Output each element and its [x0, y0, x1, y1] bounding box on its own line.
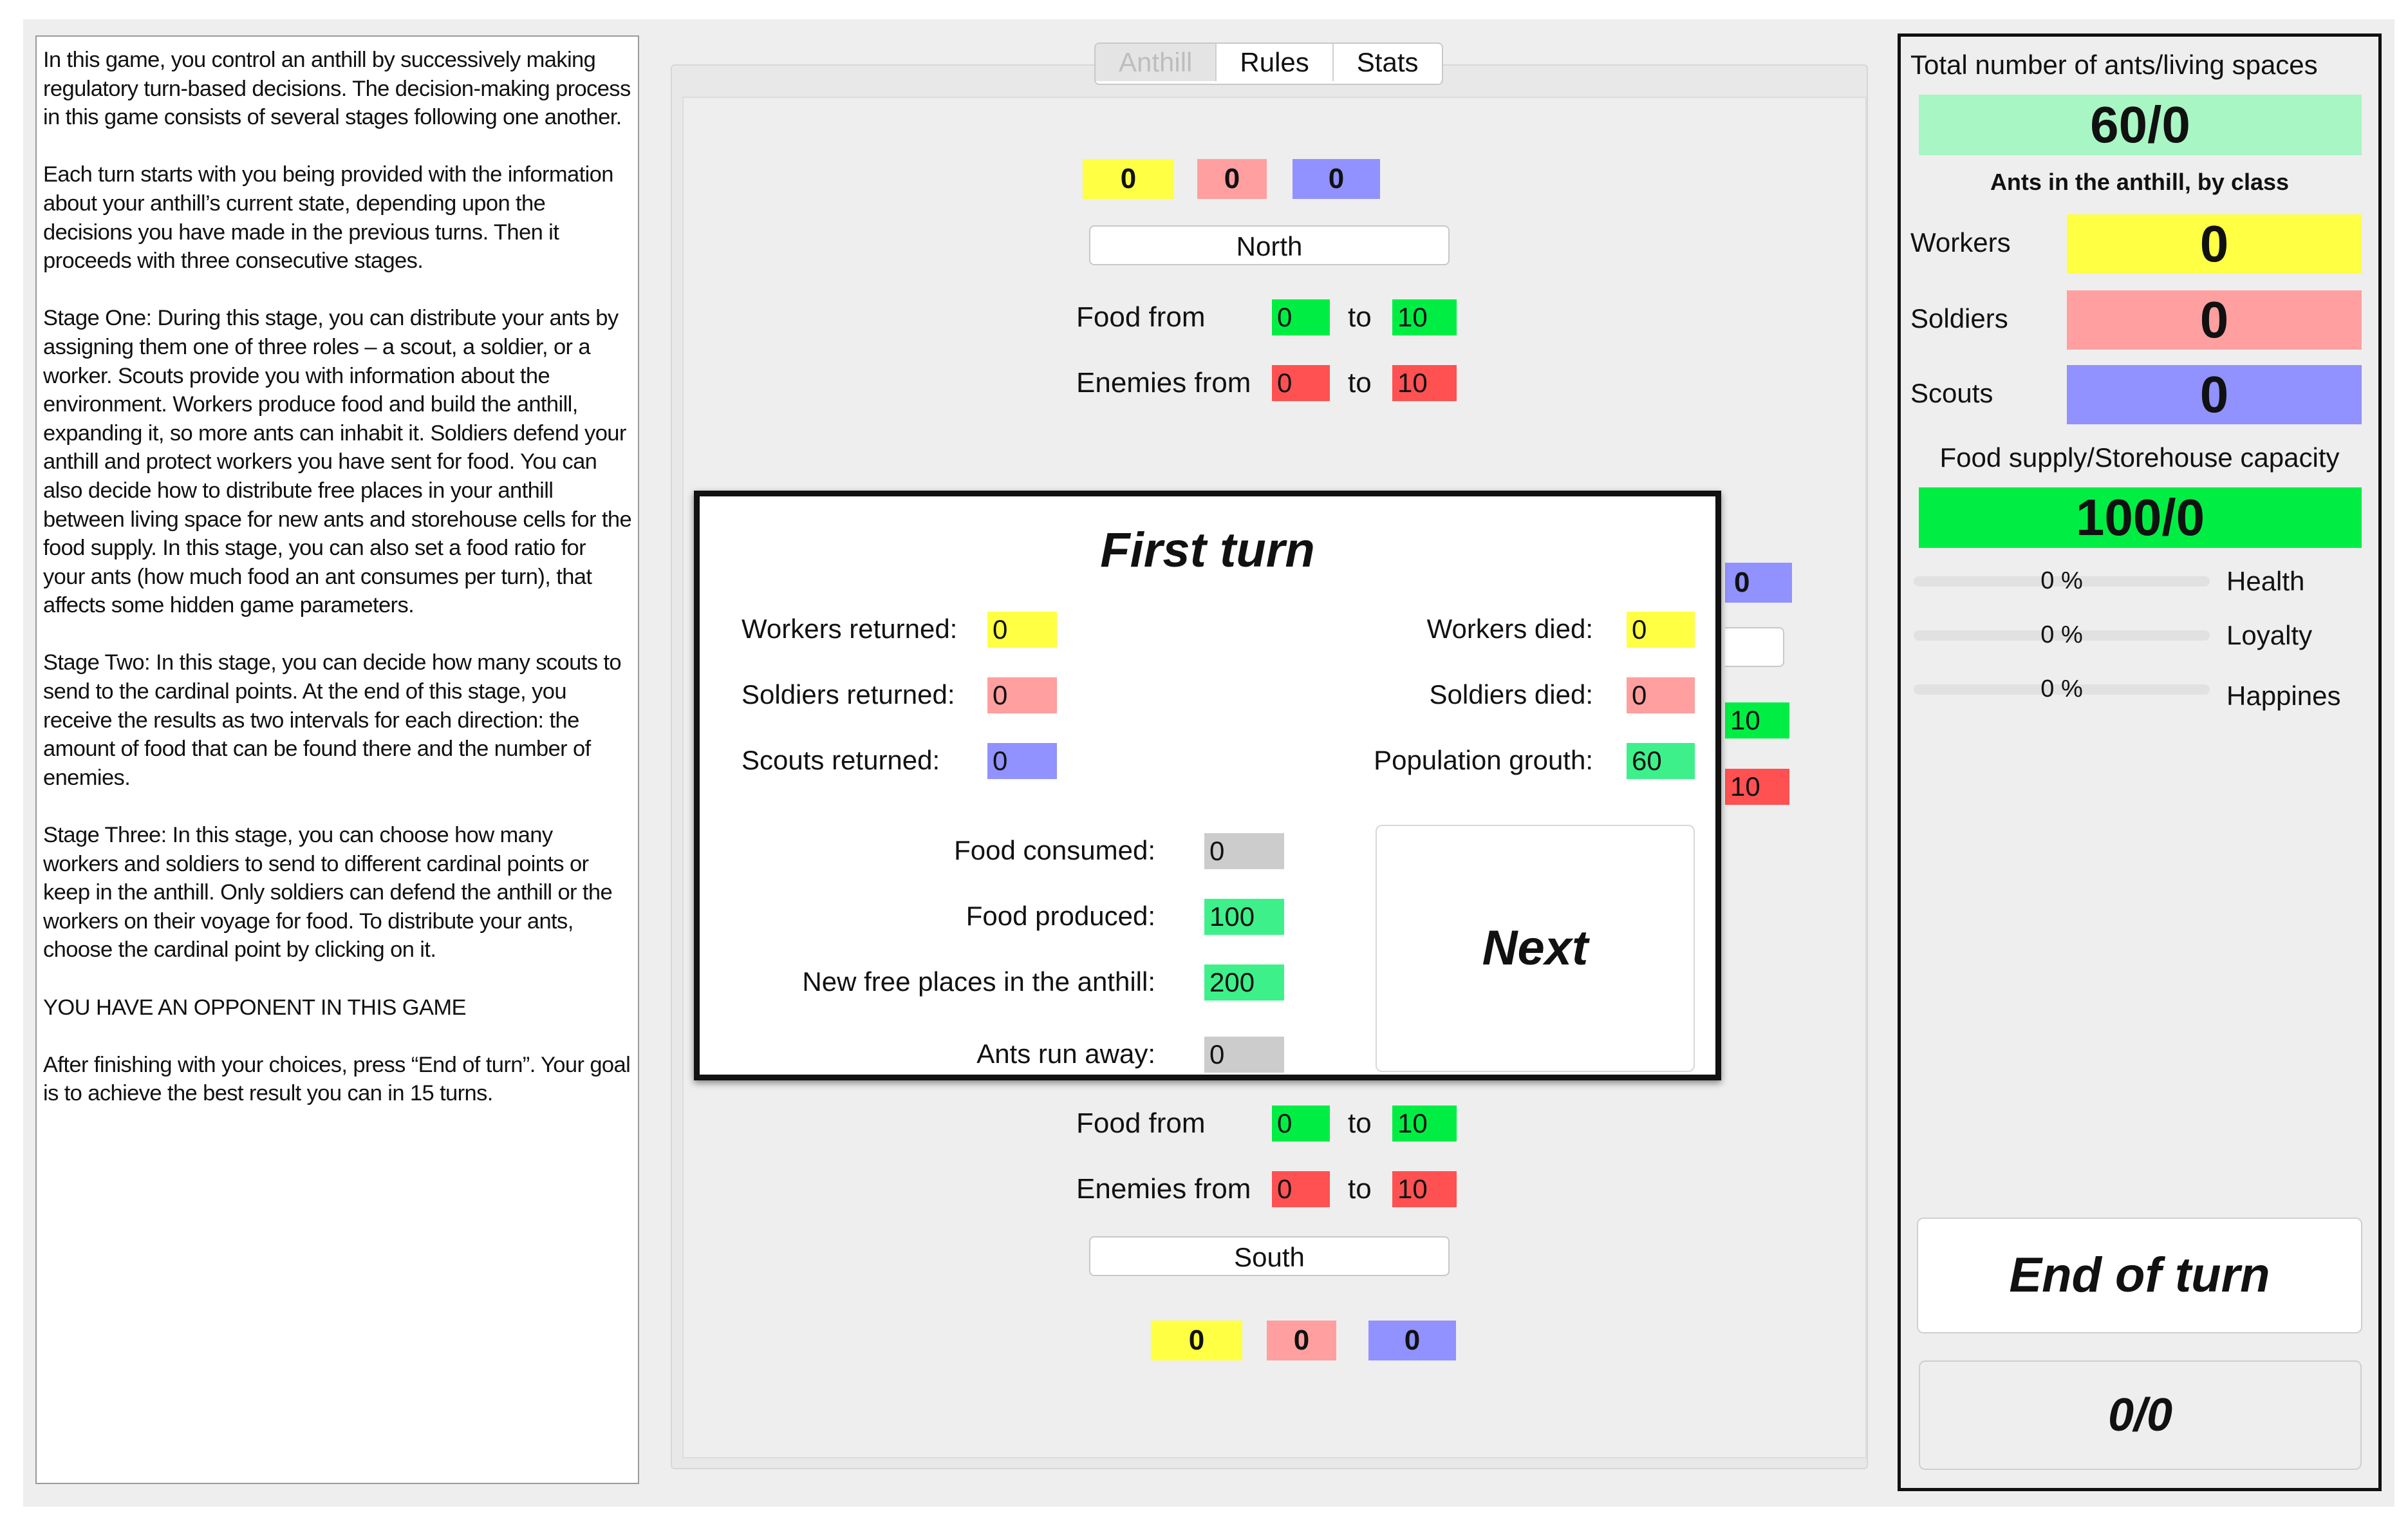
- soldiers-returned-value: 0: [987, 677, 1057, 713]
- south-workers-count: 0: [1151, 1321, 1242, 1360]
- new-free-places-label: New free places in the anthill:: [802, 966, 1155, 997]
- ants-run-away-label: Ants run away:: [976, 1039, 1155, 1069]
- north-direction-button[interactable]: North: [1089, 225, 1450, 265]
- soldiers-died-value: 0: [1627, 677, 1695, 713]
- south-enemies-from-label: Enemies from: [1076, 1173, 1251, 1205]
- north-scouts-count: 0: [1293, 159, 1380, 199]
- workers-died-label: Workers died:: [1426, 614, 1593, 644]
- rules-paragraph: Stage One: During this stage, you can distribute your ants by assigning them one of three roles – a scout, a soldier, or a worker. Scouts provide you with information about the environment. Workers produce food and build the anthill, expanding it, so more ants can inhabit it. Soldiers defend your anthill and protect workers you have sent for food. You can also decide how to distribute free places in your anthill between living space for new ants and storehouse cells for the food supply. In this stage, you can also set a food ratio for your ants (how much food an ant consumes per turn), that affects some hidden game parameters.: [43, 306, 632, 618]
- next-button[interactable]: Next: [1376, 825, 1695, 1072]
- population-growth-value: 60: [1627, 743, 1695, 779]
- south-soldiers-count: 0: [1267, 1321, 1336, 1360]
- workers-label: Workers: [1910, 227, 2011, 258]
- south-enemies-max: 10: [1392, 1171, 1457, 1207]
- soldiers-count: 0: [2067, 290, 2362, 350]
- workers-returned-label: Workers returned:: [742, 614, 958, 644]
- south-food-min: 0: [1272, 1105, 1330, 1142]
- east-direction-button[interactable]: [1725, 627, 1784, 667]
- north-enemies-from-label: Enemies from: [1076, 367, 1251, 399]
- rules-paragraph: YOU HAVE AN OPPONENT IN THIS GAME: [43, 995, 466, 1020]
- south-direction-button[interactable]: South: [1089, 1236, 1450, 1276]
- east-food-max: 10: [1725, 702, 1789, 738]
- north-enemies-max: 10: [1392, 365, 1457, 401]
- rules-paragraph: After finishing with your choices, press “End of turn”. Your goal is to achieve the best result you can in 15 turns.: [43, 1052, 631, 1106]
- south-food-max: 10: [1392, 1105, 1457, 1142]
- north-food-from-label: Food from: [1076, 301, 1206, 333]
- workers-returned-value: 0: [987, 612, 1057, 648]
- north-food-min: 0: [1272, 299, 1330, 335]
- east-scouts-count: 0: [1725, 563, 1792, 603]
- soldiers-label: Soldiers: [1910, 303, 2008, 334]
- loyalty-percent: 0 %: [2040, 621, 2083, 648]
- food-consumed-value: 0: [1204, 833, 1284, 869]
- ants-by-class-label: Ants in the anthill, by class: [1990, 169, 2290, 195]
- south-scouts-count: 0: [1368, 1321, 1456, 1360]
- ants-run-away-value: 0: [1204, 1037, 1284, 1073]
- east-enemies-max: 10: [1725, 769, 1789, 805]
- food-produced-value: 100: [1204, 899, 1284, 935]
- dialog-title: First turn: [1100, 523, 1315, 578]
- soldiers-returned-label: Soldiers returned:: [742, 679, 955, 710]
- turn-counter: 0/0: [1919, 1360, 2362, 1470]
- total-ants-label: Total number of ants/living spaces: [1910, 50, 2318, 80]
- soldiers-died-label: Soldiers died:: [1429, 679, 1593, 710]
- new-free-places-value: 200: [1204, 964, 1284, 1001]
- tab-bar: [1094, 42, 1443, 85]
- loyalty-label: Loyalty: [2226, 620, 2313, 650]
- workers-count: 0: [2067, 214, 2362, 274]
- south-enemies-to-label: to: [1348, 1173, 1372, 1205]
- happiness-percent: 0 %: [2040, 675, 2083, 702]
- scouts-count: 0: [2067, 365, 2362, 424]
- tab-rules[interactable]: Rules: [1217, 44, 1333, 81]
- south-enemies-min: 0: [1272, 1171, 1330, 1207]
- south-food-from-label: Food from: [1076, 1107, 1206, 1139]
- north-soldiers-count: 0: [1197, 159, 1267, 199]
- rules-paragraph: Each turn starts with you being provided with the information about your anthill’s current state, depending upon the decisions you have made in the previous turns. Then it proceeds with three consecutive stages.: [43, 162, 613, 274]
- tab-anthill[interactable]: Anthill: [1096, 44, 1217, 81]
- south-food-to-label: to: [1348, 1107, 1372, 1139]
- food-consumed-label: Food consumed:: [954, 835, 1155, 865]
- health-label: Health: [2226, 566, 2305, 596]
- north-workers-count: 0: [1083, 159, 1174, 199]
- happiness-label: Happines: [2226, 681, 2341, 711]
- rules-paragraph: Stage Two: In this stage, you can decide how many scouts to send to the cardinal points. At the end of this stage, you receive the results as two intervals for each direction: the amount of food that can be found there and the number of enemies.: [43, 650, 621, 790]
- food-supply-label: Food supply/Storehouse capacity: [1939, 442, 2340, 473]
- end-of-turn-button[interactable]: End of turn: [1917, 1218, 2362, 1333]
- scouts-label: Scouts: [1910, 378, 1993, 408]
- rules-paragraph: In this game, you control an anthill by successively making regulatory turn-based decisions. The decision-making process in this game consists of several stages following one another.: [43, 48, 631, 130]
- north-enemies-min: 0: [1272, 365, 1330, 401]
- scouts-returned-label: Scouts returned:: [742, 745, 940, 775]
- stats-panel: [1898, 33, 2382, 1491]
- first-turn-dialog: [694, 491, 1721, 1080]
- scouts-returned-value: 0: [987, 743, 1057, 779]
- north-food-max: 10: [1392, 299, 1457, 335]
- health-percent: 0 %: [2040, 567, 2083, 594]
- north-food-to-label: to: [1348, 301, 1372, 333]
- total-ants-value: 60/0: [1919, 95, 2362, 155]
- rules-text-panel[interactable]: [35, 35, 639, 1484]
- food-produced-label: Food produced:: [966, 901, 1155, 931]
- food-supply-value: 100/0: [1919, 487, 2362, 548]
- tab-stats[interactable]: Stats: [1356, 47, 1419, 77]
- workers-died-value: 0: [1627, 612, 1695, 648]
- population-growth-label: Population grouth:: [1374, 745, 1593, 775]
- rules-paragraph: Stage Three: In this stage, you can choose how many workers and soldiers to send to different cardinal points or keep in the anthill. Only soldiers can defend the anthill or the workers on their voyage for food. To distribute your ants, choose the cardinal point by clicking on it.: [43, 823, 613, 963]
- north-enemies-to-label: to: [1348, 367, 1372, 399]
